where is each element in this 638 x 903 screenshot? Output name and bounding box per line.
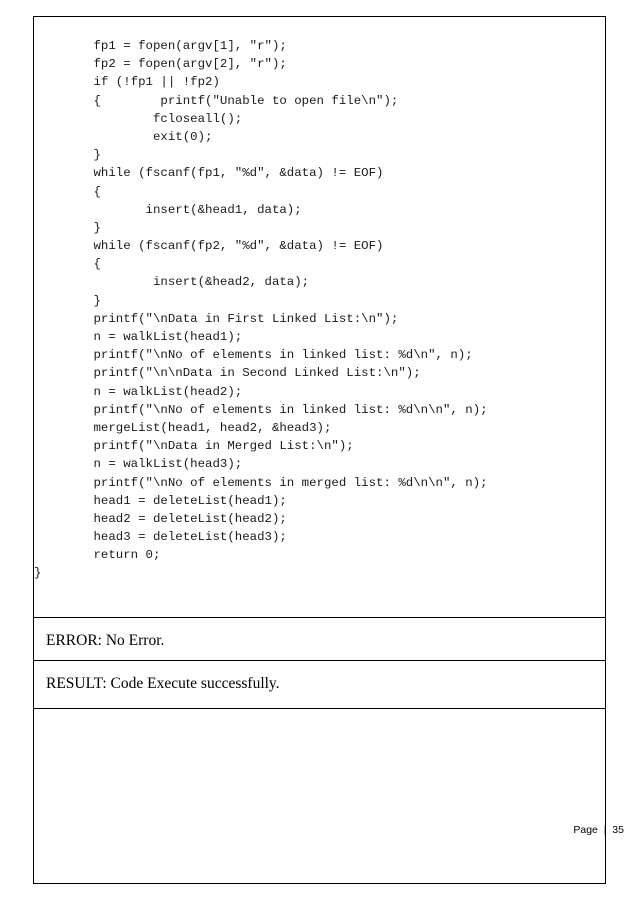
page-frame bbox=[33, 16, 606, 884]
code-line: } bbox=[34, 220, 101, 235]
error-text: ERROR: No Error. bbox=[46, 632, 165, 649]
code-line: exit(0); bbox=[34, 129, 213, 144]
code-line: { printf("Unable to open file\n"); bbox=[34, 93, 399, 108]
code-line: n = walkList(head2); bbox=[34, 384, 243, 399]
code-line: } bbox=[34, 566, 42, 581]
code-line: fp1 = fopen(argv[1], "r"); bbox=[34, 39, 287, 53]
divider-code-error bbox=[34, 617, 605, 618]
code-line: printf("\n\nData in Second Linked List:\n"); bbox=[34, 366, 421, 381]
code-block bbox=[34, 37, 488, 583]
divider-error-result bbox=[34, 660, 605, 661]
code-line: n = walkList(head1); bbox=[34, 330, 243, 344]
code-line: insert(&head2, data); bbox=[34, 275, 310, 290]
code-line: while (fscanf(fp1, "%d", &data) != EOF) bbox=[34, 166, 384, 181]
code-line: { bbox=[34, 257, 101, 272]
page-number: 35 bbox=[609, 824, 624, 836]
code-line: } bbox=[34, 293, 101, 308]
code-line: head3 = deleteList(head3); bbox=[34, 530, 287, 545]
code-line: printf("\nNo of elements in merged list: %d\n\n", n); bbox=[34, 475, 488, 490]
code-line: } bbox=[34, 148, 101, 163]
code-line: printf("\nData in First Linked List:\n"); bbox=[34, 311, 399, 326]
divider-result-empty bbox=[34, 708, 605, 709]
code-line: return 0; bbox=[34, 548, 161, 563]
code-line: fp2 = fopen(argv[2], "r"); bbox=[34, 57, 287, 72]
page-footer bbox=[573, 824, 624, 836]
page-label: Page bbox=[573, 824, 601, 836]
code-line: head2 = deleteList(head2); bbox=[34, 511, 287, 526]
code-line: if (!fp1 || !fp2) bbox=[34, 75, 220, 90]
code-line: while (fscanf(fp2, "%d", &data) != EOF) bbox=[34, 239, 384, 254]
code-line: printf("\nNo of elements in linked list: %d\n", n); bbox=[34, 348, 473, 363]
code-line: { bbox=[34, 184, 101, 199]
code-line: insert(&head1, data); bbox=[34, 202, 302, 217]
code-line: n = walkList(head3); bbox=[34, 457, 243, 472]
result-text: RESULT: Code Execute successfully. bbox=[46, 675, 280, 692]
code-line: printf("\nData in Merged List:\n"); bbox=[34, 439, 354, 454]
code-line: fcloseall(); bbox=[34, 111, 243, 126]
code-line: printf("\nNo of elements in linked list: %d\n\n", n); bbox=[34, 402, 488, 417]
code-line: head1 = deleteList(head1); bbox=[34, 493, 287, 508]
page-separator: | bbox=[603, 824, 607, 836]
code-line: mergeList(head1, head2, &head3); bbox=[34, 420, 332, 435]
